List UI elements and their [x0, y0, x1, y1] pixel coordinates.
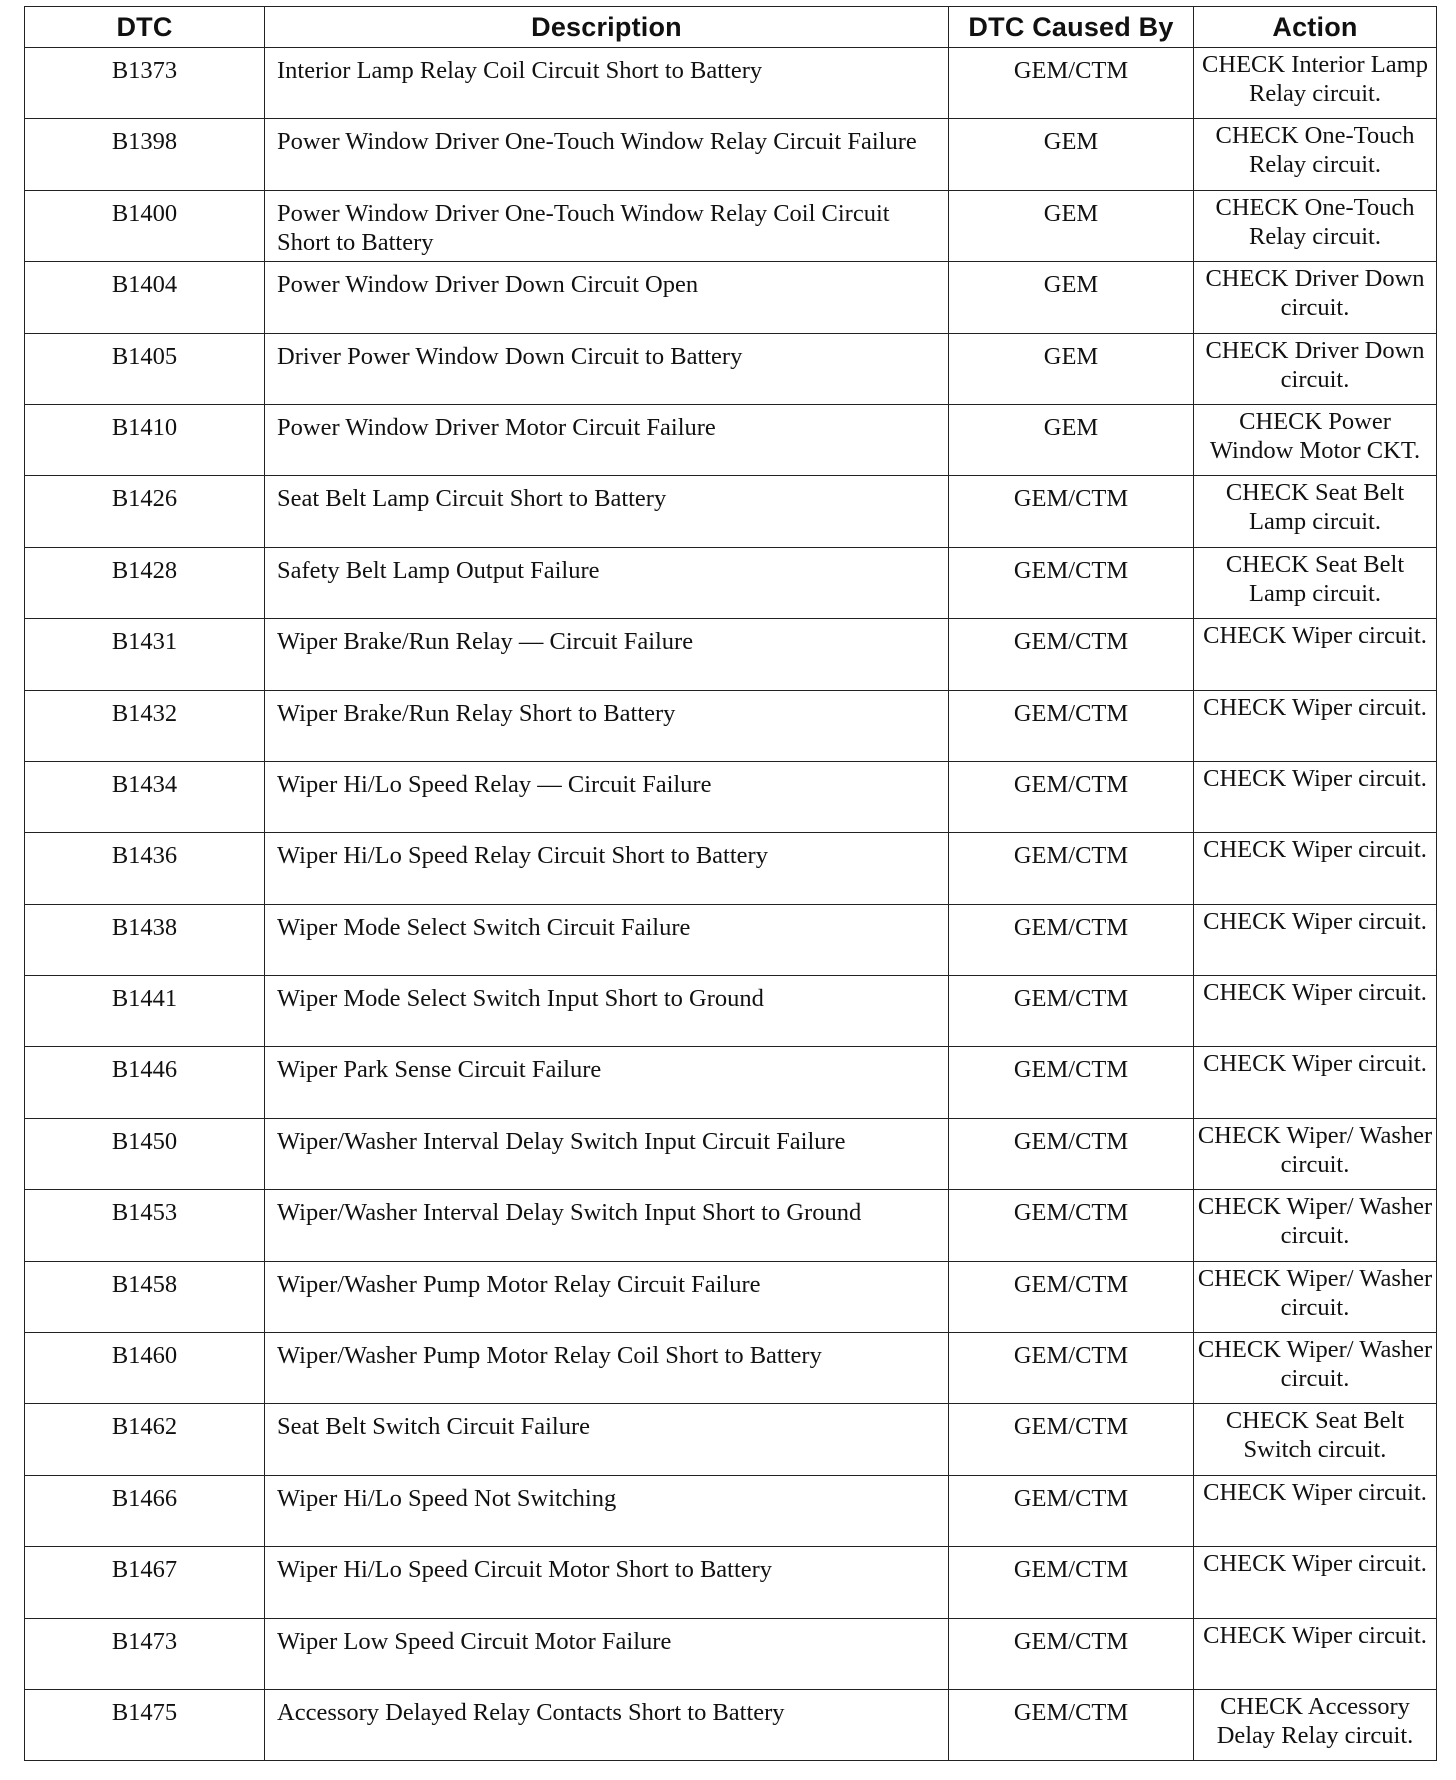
- cell-description: Wiper Park Sense Circuit Failure: [265, 1047, 949, 1118]
- cell-caused-by: GEM/CTM: [949, 1404, 1194, 1475]
- cell-description: Wiper Brake/Run Relay Short to Battery: [265, 690, 949, 761]
- cell-caused-by: GEM/CTM: [949, 1261, 1194, 1332]
- cell-action: CHECK Wiper/ Washer circuit.: [1194, 1261, 1437, 1332]
- cell-description: Safety Belt Lamp Output Failure: [265, 547, 949, 618]
- cell-action: CHECK Wiper circuit.: [1194, 1547, 1437, 1618]
- cell-caused-by: GEM/CTM: [949, 1618, 1194, 1689]
- cell-description: Wiper Low Speed Circuit Motor Failure: [265, 1618, 949, 1689]
- table-row: [25, 833, 1437, 904]
- cell-description: Power Window Driver One-Touch Window Relay Circuit Failure: [265, 119, 949, 190]
- cell-caused-by: GEM/CTM: [949, 1333, 1194, 1404]
- cell-action: CHECK Seat Belt Lamp circuit.: [1194, 547, 1437, 618]
- table-row: [25, 761, 1437, 832]
- header-dtc: DTC: [25, 7, 265, 48]
- cell-description: Power Window Driver Down Circuit Open: [265, 262, 949, 333]
- cell-caused-by: GEM/CTM: [949, 761, 1194, 832]
- cell-caused-by: GEM: [949, 190, 1194, 261]
- table-row: [25, 333, 1437, 404]
- cell-action: CHECK Driver Down circuit.: [1194, 333, 1437, 404]
- cell-caused-by: GEM/CTM: [949, 1190, 1194, 1261]
- cell-description: Power Window Driver Motor Circuit Failure: [265, 404, 949, 475]
- cell-description: Wiper Hi/Lo Speed Relay Circuit Short to Battery: [265, 833, 949, 904]
- table-row: [25, 262, 1437, 333]
- cell-dtc: B1431: [25, 619, 265, 690]
- cell-description: Wiper/Washer Interval Delay Switch Input Circuit Failure: [265, 1118, 949, 1189]
- cell-caused-by: GEM/CTM: [949, 1547, 1194, 1618]
- cell-caused-by: GEM: [949, 262, 1194, 333]
- cell-dtc: B1432: [25, 690, 265, 761]
- table-row: [25, 48, 1437, 119]
- cell-caused-by: GEM/CTM: [949, 547, 1194, 618]
- cell-dtc: B1458: [25, 1261, 265, 1332]
- table-row: [25, 1618, 1437, 1689]
- cell-caused-by: GEM: [949, 333, 1194, 404]
- cell-description: Driver Power Window Down Circuit to Battery: [265, 333, 949, 404]
- table-row: [25, 119, 1437, 190]
- cell-action: CHECK Wiper/ Washer circuit.: [1194, 1190, 1437, 1261]
- cell-caused-by: GEM/CTM: [949, 619, 1194, 690]
- cell-description: Wiper/Washer Pump Motor Relay Coil Short to Battery: [265, 1333, 949, 1404]
- cell-dtc: B1453: [25, 1190, 265, 1261]
- cell-description: Wiper Brake/Run Relay — Circuit Failure: [265, 619, 949, 690]
- cell-dtc: B1441: [25, 976, 265, 1047]
- table-row: [25, 404, 1437, 475]
- cell-dtc: B1373: [25, 48, 265, 119]
- cell-dtc: B1404: [25, 262, 265, 333]
- cell-action: CHECK Interior Lamp Relay circuit.: [1194, 48, 1437, 119]
- cell-description: Interior Lamp Relay Coil Circuit Short to Battery: [265, 48, 949, 119]
- cell-action: CHECK Wiper circuit.: [1194, 761, 1437, 832]
- cell-action: CHECK Seat Belt Lamp circuit.: [1194, 476, 1437, 547]
- cell-caused-by: GEM/CTM: [949, 690, 1194, 761]
- cell-action: CHECK Accessory Delay Relay circuit.: [1194, 1689, 1437, 1760]
- cell-description: Wiper Hi/Lo Speed Circuit Motor Short to Battery: [265, 1547, 949, 1618]
- cell-action: CHECK Wiper circuit.: [1194, 1618, 1437, 1689]
- table-row: [25, 476, 1437, 547]
- table-body: [25, 48, 1437, 1761]
- table-row: [25, 1547, 1437, 1618]
- cell-dtc: B1466: [25, 1475, 265, 1546]
- cell-dtc: B1398: [25, 119, 265, 190]
- cell-description: Power Window Driver One-Touch Window Relay Coil Circuit Short to Battery: [265, 190, 949, 261]
- cell-action: CHECK Wiper circuit.: [1194, 1047, 1437, 1118]
- dtc-table: [24, 6, 1437, 1761]
- table-row: [25, 1333, 1437, 1404]
- cell-caused-by: GEM/CTM: [949, 904, 1194, 975]
- table-row: [25, 619, 1437, 690]
- cell-action: CHECK One-Touch Relay circuit.: [1194, 190, 1437, 261]
- cell-description: Wiper/Washer Interval Delay Switch Input Short to Ground: [265, 1190, 949, 1261]
- cell-description: Wiper Hi/Lo Speed Relay — Circuit Failure: [265, 761, 949, 832]
- cell-dtc: B1475: [25, 1689, 265, 1760]
- cell-description: Wiper/Washer Pump Motor Relay Circuit Failure: [265, 1261, 949, 1332]
- cell-dtc: B1410: [25, 404, 265, 475]
- cell-action: CHECK Wiper circuit.: [1194, 690, 1437, 761]
- table-row: [25, 690, 1437, 761]
- cell-dtc: B1426: [25, 476, 265, 547]
- cell-action: CHECK Driver Down circuit.: [1194, 262, 1437, 333]
- cell-description: Wiper Hi/Lo Speed Not Switching: [265, 1475, 949, 1546]
- cell-dtc: B1436: [25, 833, 265, 904]
- cell-dtc: B1467: [25, 1547, 265, 1618]
- table-row: [25, 547, 1437, 618]
- table-row: [25, 1190, 1437, 1261]
- header-row: [25, 7, 1437, 48]
- cell-action: CHECK Power Window Motor CKT.: [1194, 404, 1437, 475]
- cell-description: Seat Belt Switch Circuit Failure: [265, 1404, 949, 1475]
- cell-caused-by: GEM: [949, 119, 1194, 190]
- cell-dtc: B1438: [25, 904, 265, 975]
- table-row: [25, 1475, 1437, 1546]
- cell-caused-by: GEM/CTM: [949, 976, 1194, 1047]
- cell-action: CHECK Wiper circuit.: [1194, 1475, 1437, 1546]
- cell-caused-by: GEM/CTM: [949, 1118, 1194, 1189]
- header-caused-by: DTC Caused By: [949, 7, 1194, 48]
- cell-action: CHECK Wiper circuit.: [1194, 833, 1437, 904]
- cell-description: Wiper Mode Select Switch Circuit Failure: [265, 904, 949, 975]
- table-row: [25, 1404, 1437, 1475]
- cell-description: Accessory Delayed Relay Contacts Short to Battery: [265, 1689, 949, 1760]
- table-row: [25, 1047, 1437, 1118]
- table-row: [25, 976, 1437, 1047]
- cell-caused-by: GEM/CTM: [949, 1475, 1194, 1546]
- cell-description: Wiper Mode Select Switch Input Short to Ground: [265, 976, 949, 1047]
- cell-dtc: B1446: [25, 1047, 265, 1118]
- cell-dtc: B1460: [25, 1333, 265, 1404]
- cell-action: CHECK Seat Belt Switch circuit.: [1194, 1404, 1437, 1475]
- cell-caused-by: GEM/CTM: [949, 833, 1194, 904]
- cell-dtc: B1428: [25, 547, 265, 618]
- cell-caused-by: GEM/CTM: [949, 476, 1194, 547]
- cell-dtc: B1434: [25, 761, 265, 832]
- cell-caused-by: GEM: [949, 404, 1194, 475]
- cell-action: CHECK Wiper circuit.: [1194, 619, 1437, 690]
- header-description: Description: [265, 7, 949, 48]
- cell-action: CHECK Wiper/ Washer circuit.: [1194, 1333, 1437, 1404]
- table-row: [25, 904, 1437, 975]
- cell-description: Seat Belt Lamp Circuit Short to Battery: [265, 476, 949, 547]
- cell-caused-by: GEM/CTM: [949, 1689, 1194, 1760]
- table-row: [25, 1689, 1437, 1760]
- cell-dtc: B1400: [25, 190, 265, 261]
- cell-caused-by: GEM/CTM: [949, 1047, 1194, 1118]
- cell-action: CHECK Wiper circuit.: [1194, 904, 1437, 975]
- cell-caused-by: GEM/CTM: [949, 48, 1194, 119]
- cell-dtc: B1450: [25, 1118, 265, 1189]
- cell-action: CHECK Wiper circuit.: [1194, 976, 1437, 1047]
- table-header: [25, 7, 1437, 48]
- table-row: [25, 190, 1437, 261]
- cell-dtc: B1462: [25, 1404, 265, 1475]
- table-row: [25, 1261, 1437, 1332]
- cell-dtc: B1405: [25, 333, 265, 404]
- table-row: [25, 1118, 1437, 1189]
- cell-action: CHECK Wiper/ Washer circuit.: [1194, 1118, 1437, 1189]
- cell-action: CHECK One-Touch Relay circuit.: [1194, 119, 1437, 190]
- cell-dtc: B1473: [25, 1618, 265, 1689]
- header-action: Action: [1194, 7, 1437, 48]
